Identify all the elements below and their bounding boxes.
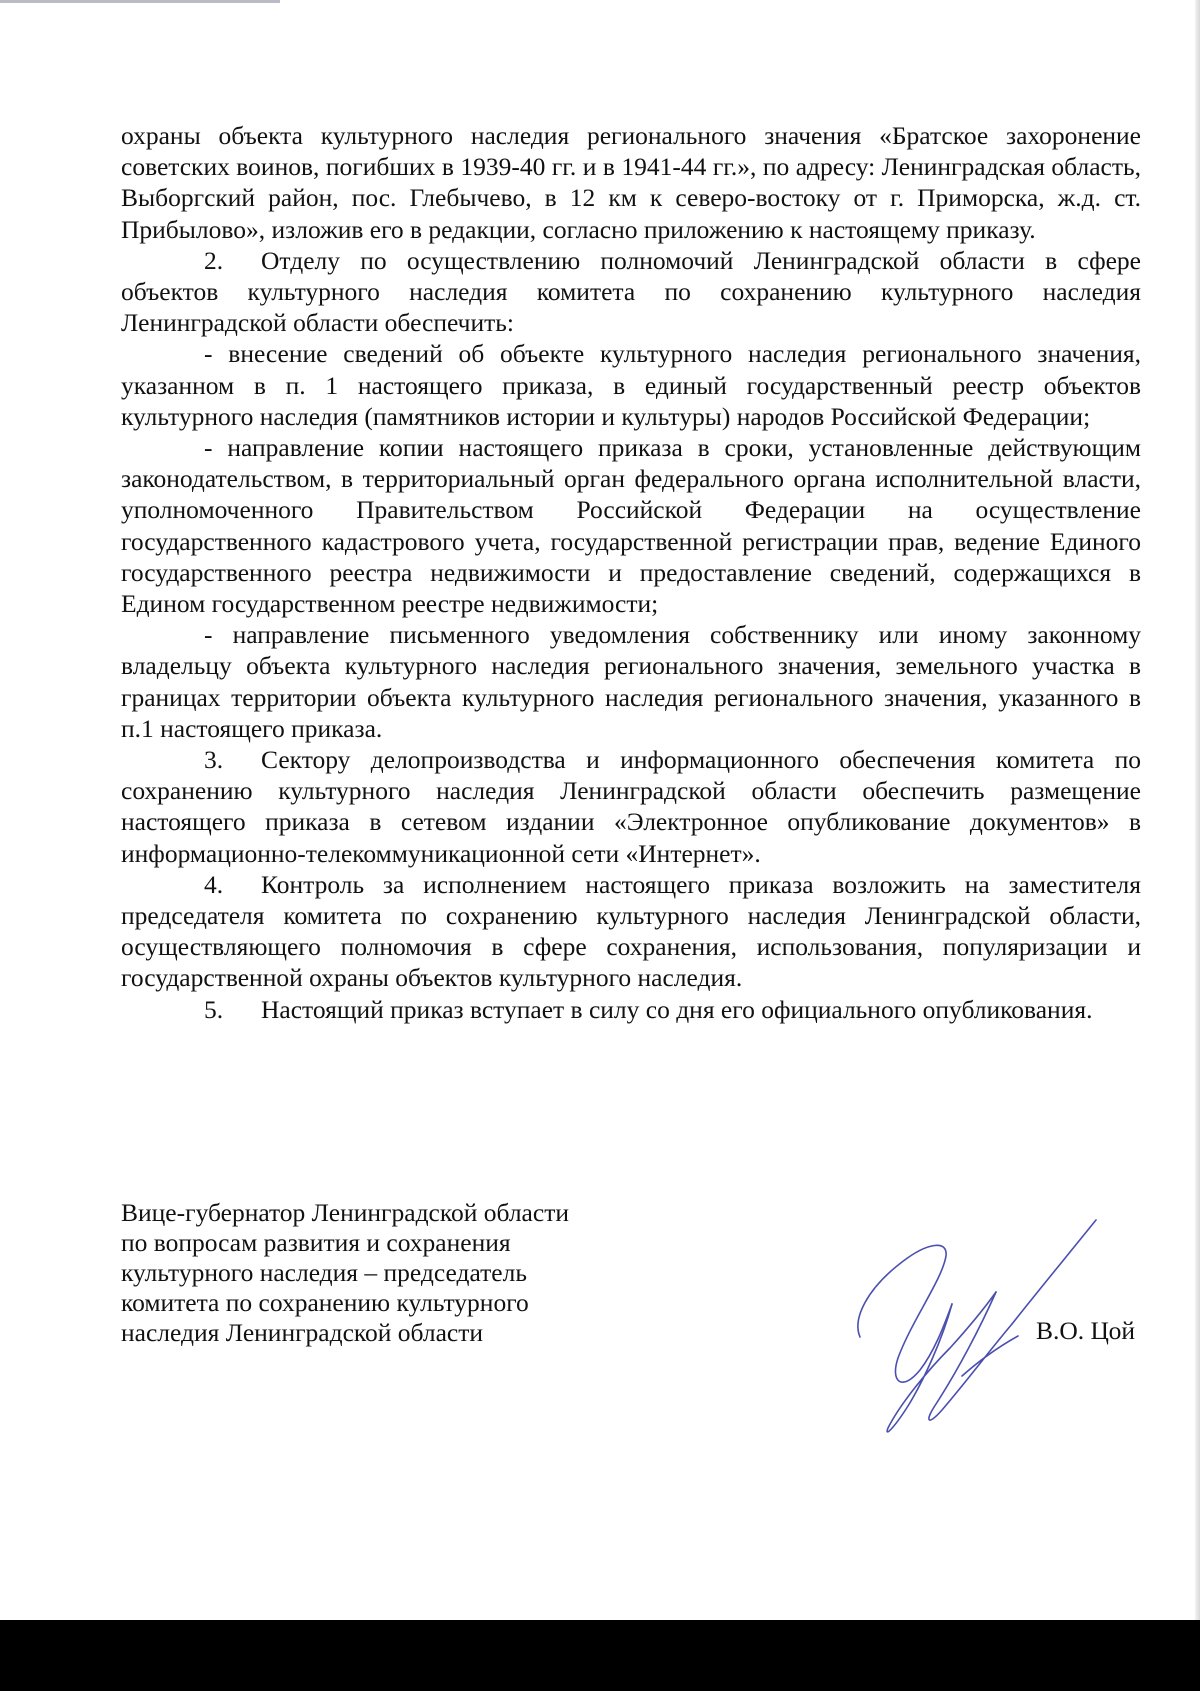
paragraph-subitem-registry (121, 338, 1141, 432)
paragraph-text: Отделу по осуществлению полномочий Ленинградской области в сфере объектов культурного наследия комитета по сохранению культурного наследия Ленинградской области обеспечить: (121, 245, 1141, 338)
paragraph-item-3 (121, 744, 1141, 869)
signer-position (121, 1198, 641, 1348)
paragraph-text: охраны объекта культурного наследия регионального значения «Братское захоронение советских воинов, погибших в 1939-40 гг. и в 1941-44 гг.», по адресу: Ленинградская область, Выборгский район, пос. Глебычево, в 12 км к северо-востоку от г. Приморска, ж.д. ст. Прибылово», изложив его в редакции, согласно приложению к настоящему приказу. (121, 121, 1141, 244)
paragraph-item-4 (121, 869, 1141, 994)
document-body (121, 120, 1141, 1025)
paragraph-number: 2. (204, 245, 224, 275)
signature-stroke (962, 1336, 1018, 1376)
paragraph-text: - направление письменного уведомления собственнику или иному законному владельцу объекта культурного наследия регионального значения, земельного участка в границах территории объекта культурного наследия регионального значения, указанного в п.1 настоящего приказа. (121, 620, 1141, 743)
signer-position-line: по вопросам развития и сохранения (121, 1228, 511, 1257)
signer-name: В.О. Цой (1036, 1316, 1136, 1345)
paragraph-text: - внесение сведений об объекте культурного наследия регионального значения, указанном в п. 1 настоящего приказа, в единый государственный реестр объектов культурного наследия (памятников истории и культуры) народов Российской Федерации; (121, 339, 1141, 431)
paragraph-text: - направление копии настоящего приказа в сроки, установленные действующим законодательством, в территориальный орган федерального органа исполнительной власти, уполномоченного Правительством Российской Федерации на осуществление государственного кадастрового учета, государственной регистрации прав, ведение Единого государственного реестра недвижимости и предоставление сведений, содержащихся в Едином государственном реестре недвижимости; (121, 433, 1141, 619)
signer-position-line: культурного наследия – председатель (121, 1258, 527, 1287)
paragraph-text: Настоящий приказ вступает в силу со дня его официального опубликования. (261, 994, 1093, 1024)
paragraph-subitem-notification (121, 619, 1141, 744)
signature-stroke (1012, 1220, 1096, 1324)
paragraph-number: 3. (204, 745, 224, 775)
signer-position-line: Вице-губернатор Ленинградской области (121, 1198, 569, 1227)
paragraph-1-continuation (121, 120, 1141, 245)
scan-bottom-bar (0, 1620, 1200, 1691)
scan-right-edge (1195, 0, 1200, 1620)
signer-position-line: наследия Ленинградской области (121, 1318, 484, 1347)
scan-edge-line (0, 0, 280, 3)
paragraph-text: Сектору делопроизводства и информационного обеспечения комитета по сохранению культурного наследия Ленинградской области обеспечить размещение настоящего приказа в сетевом издании «Электронное опубликование документов» в информационно-телекоммуникационной сети «Интернет». (121, 745, 1141, 868)
paragraph-item-2 (121, 245, 1141, 339)
signer-position-line: комитета по сохранению культурного (121, 1288, 529, 1317)
paragraph-number: 5. (204, 994, 224, 1024)
paragraph-text: Контроль за исполнением настоящего приказа возложить на заместителя председателя комитета по сохранению культурного наследия Ленинградской области, осуществляющего полномочия в сфере сохранения, использования, популяризации и государственной охраны объектов культурного наследия. (121, 869, 1141, 993)
paragraph-item-5 (121, 994, 1141, 1025)
paragraph-subitem-copy (121, 432, 1141, 619)
paragraph-number: 4. (204, 869, 224, 899)
